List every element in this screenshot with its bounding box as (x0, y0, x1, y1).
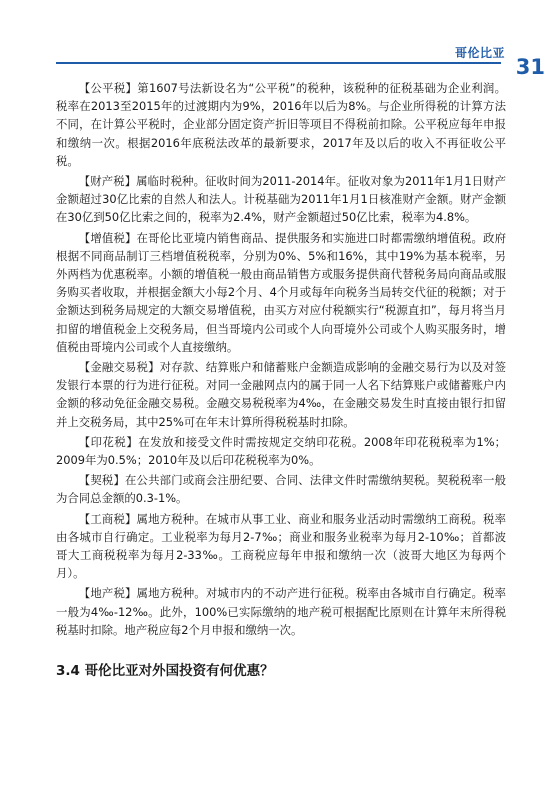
paragraph-financial-transaction-tax: 【金融交易税】对存款、结算账户和储蓄账户金额造成影响的金融交易行为以及对签发银行本票的行为进行征税。对同一金融网点内的属于同一人名下结算账户或储蓄账户内金额的移动免征金融交易税。金融交易税税率为4‰，在金融交易发生时直接由银行扣留并上交税务局，其中25%可在年末计算所得税税基时扣除。 (56, 360, 506, 429)
page-header (0, 0, 559, 80)
paragraph-wealth-tax: 【财产税】属临时税种。征收时间为2011-2014年。征收对象为2011年1月1日财产金额超过30亿比索的自然人和法人。计税基础为2011年1月1日核准财产金额。财产金额在30亿到50亿比索之间的，税率为2.4%，财产金额超过50亿比索，税率为4.8%。 (56, 174, 506, 225)
paragraph-stamp-tax: 【印花税】在发放和接受文件时需按规定交纳印花税。2008年印花税税率为1%；2009年为0.5%；2010年及以后印花税税率为0%。 (56, 434, 506, 468)
section-heading: 3.4 哥伦比亚对外国投资有何优惠？ (56, 663, 274, 680)
paragraph-vat: 【增值税】在哥伦比亚境内销售商品、提供服务和实施进口时都需缴纳增值税。政府根据不同商品制订三档增值税税率，分别为0%、5%和16%，其中19%为基本税率，另外两档为优惠税率。小额的增值税一般由商品销售方或服务提供商代替税务局向商品或服务购买者收取，并根据金额大小每2个月、4个月或每年向税务当局转交代征的税额；对于金额达到税务局规定的大额交易增值税，由买方对应付税额实行“税源直扣”，每月将当月扣留的增值税金上交税务局，但当哥境内公司或个人向哥境外公司或个人购买服务时，增值税由哥境内公司或个人直接缴纳。 (56, 230, 506, 354)
paragraph-industry-commerce-tax: 【工商税】属地方税种。在城市从事工业、商业和服务业活动时需缴纳工商税。税率由各城市自行确定。工业税率为每月2-7‰；商业和服务业税率为每月2-10‰；首都波哥大工商税税率为每月2-33‰。工商税应每年申报和缴纳一次（波哥大地区为每两个月）。 (56, 511, 506, 581)
paragraph-property-tax: 【地产税】属地方税种。对城市内的不动产进行征税。税率由各城市自行确定。税率一般为4‰-12‰。此外，100%已实际缴纳的地产税可根据配比原则在计算年末所得税税基时扣除。地产税应每2个月申报和缴纳一次。 (56, 586, 506, 637)
page-number: 31 (515, 55, 545, 79)
page-body (56, 79, 506, 679)
header-rule (56, 62, 501, 64)
paragraph-fair-tax: 【公平税】第1607号法新设名为“公平税”的税种，该税种的征税基础为企业利润。税率在2013至2015年的过渡期内为9%，2016年以后为8%。与企业所得税的计算方法不同，在计算公平税时，企业部分固定资产折旧等项目不得税前扣除。公平税应每年申报和缴纳一次。根据2016年底税法改革的最新要求，2017年及以后的收入不再征收公平税。 (56, 81, 506, 168)
running-header-title: 哥伦比亚 (454, 46, 505, 60)
paragraph-deed-tax: 【契税】在公共部门或商会注册纪要、合同、法律文件时需缴纳契税。契税税率一般为合同总金额的0.3-1%。 (56, 473, 506, 506)
